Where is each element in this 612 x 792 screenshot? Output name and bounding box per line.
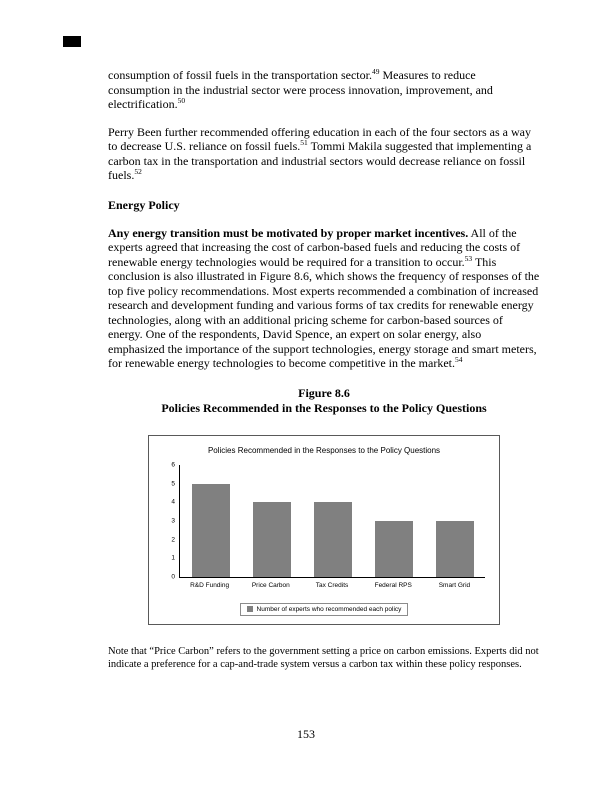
y-axis-tick-label: 2 bbox=[171, 536, 175, 544]
scan-artifact-mark bbox=[63, 36, 81, 47]
x-axis-category-label: Smart Grid bbox=[438, 581, 471, 589]
paragraph-fossil-fuel-consumption bbox=[108, 68, 540, 112]
section-heading-energy-policy: Energy Policy bbox=[108, 197, 180, 212]
figure-number: Figure 8.6 bbox=[298, 385, 350, 400]
text-segment: All of the experts agreed that increasing the cost of carbon-based fuels and reducing the costs of renewable energy technologies would be required for a transition to occur. bbox=[108, 225, 521, 269]
x-axis-category-label: Price Carbon bbox=[251, 581, 290, 589]
figure-caption bbox=[108, 386, 540, 417]
x-axis-category-label: Federal RPS bbox=[374, 581, 412, 589]
chart-title: Policies Recommended in the Responses to the Policy Questions bbox=[207, 445, 441, 455]
figure-note: Note that “Price Carbon” refers to the government setting a price on carbon emissions. Experts did not indicate a preference for a cap-and-trade system versus a carbon tax within these policy responses. bbox=[108, 645, 539, 671]
paragraph-energy-policy bbox=[108, 226, 540, 371]
footnote-reference: 53 bbox=[464, 253, 473, 263]
footnote-reference: 51 bbox=[300, 138, 308, 148]
chart-legend bbox=[240, 603, 409, 616]
y-axis-tick-label: 1 bbox=[171, 554, 175, 562]
footnote-reference: 49 bbox=[371, 67, 380, 76]
text-segment: Perry Been further recommended offering education in each of the four sectors as a way to decrease U.S. reliance on fossil fuels. bbox=[108, 124, 531, 154]
y-axis-tick-label: 4 bbox=[171, 498, 175, 506]
page-content bbox=[108, 68, 540, 672]
paragraph-education-recommendation bbox=[108, 125, 540, 183]
y-axis-tick-label: 0 bbox=[171, 573, 175, 581]
text-segment: Measures to reduce consumption in the industrial sector were process innovation, improvement, and electrification. bbox=[108, 68, 493, 112]
chart-bar bbox=[314, 502, 352, 577]
chart-plot-wrap bbox=[179, 465, 485, 589]
chart-bar bbox=[436, 521, 474, 577]
legend-swatch-icon bbox=[247, 606, 253, 612]
figure-title: Policies Recommended in the Responses to the Policy Questions bbox=[161, 401, 487, 416]
text-segment: Tommi Makila suggested that implementing a carbon tax in the transportation and industrial sectors would decrease reliance on fossil fuels. bbox=[108, 139, 532, 183]
y-axis-tick-label: 3 bbox=[171, 517, 175, 525]
text-segment: This conclusion is also illustrated in Figure 8.6, which shows the frequency of responses of the top five policy recommendations. Most experts recommended a combination of increased research and development funding and various forms of tax credits for renewable energy technologies, along with an additional pricing scheme for carbon-based sources of energy. One of the respondents, David Spence, an expert on solar energy, also emphasized the importance of the support technologies, energy storage and smart meters, for renewable energy technologies to become competitive in the market. bbox=[108, 254, 540, 371]
footnote-reference: 52 bbox=[134, 167, 142, 177]
text-segment: Any energy transition must be motivated by proper market incentives. bbox=[108, 225, 469, 240]
x-axis-category-label: R&D Funding bbox=[190, 581, 230, 589]
footnote-reference: 54 bbox=[454, 355, 463, 365]
chart-x-axis-labels bbox=[179, 582, 485, 589]
chart-body bbox=[159, 461, 489, 589]
chart-plot-area bbox=[179, 465, 485, 578]
y-axis-tick-label: 6 bbox=[171, 461, 175, 469]
chart-y-axis bbox=[163, 461, 179, 581]
page-number: 153 bbox=[297, 727, 315, 741]
legend-label: Number of experts who recommended each policy bbox=[256, 605, 402, 613]
text-segment: consumption of fossil fuels in the transportation sector. bbox=[108, 68, 372, 82]
footnote-reference: 50 bbox=[177, 96, 186, 106]
y-axis-tick-label: 5 bbox=[171, 480, 175, 488]
chart-bar bbox=[253, 502, 291, 577]
chart-bar bbox=[192, 484, 230, 577]
x-axis-category-label: Tax Credits bbox=[315, 581, 349, 589]
chart-bar bbox=[375, 521, 413, 577]
bar-chart-figure bbox=[148, 435, 500, 625]
